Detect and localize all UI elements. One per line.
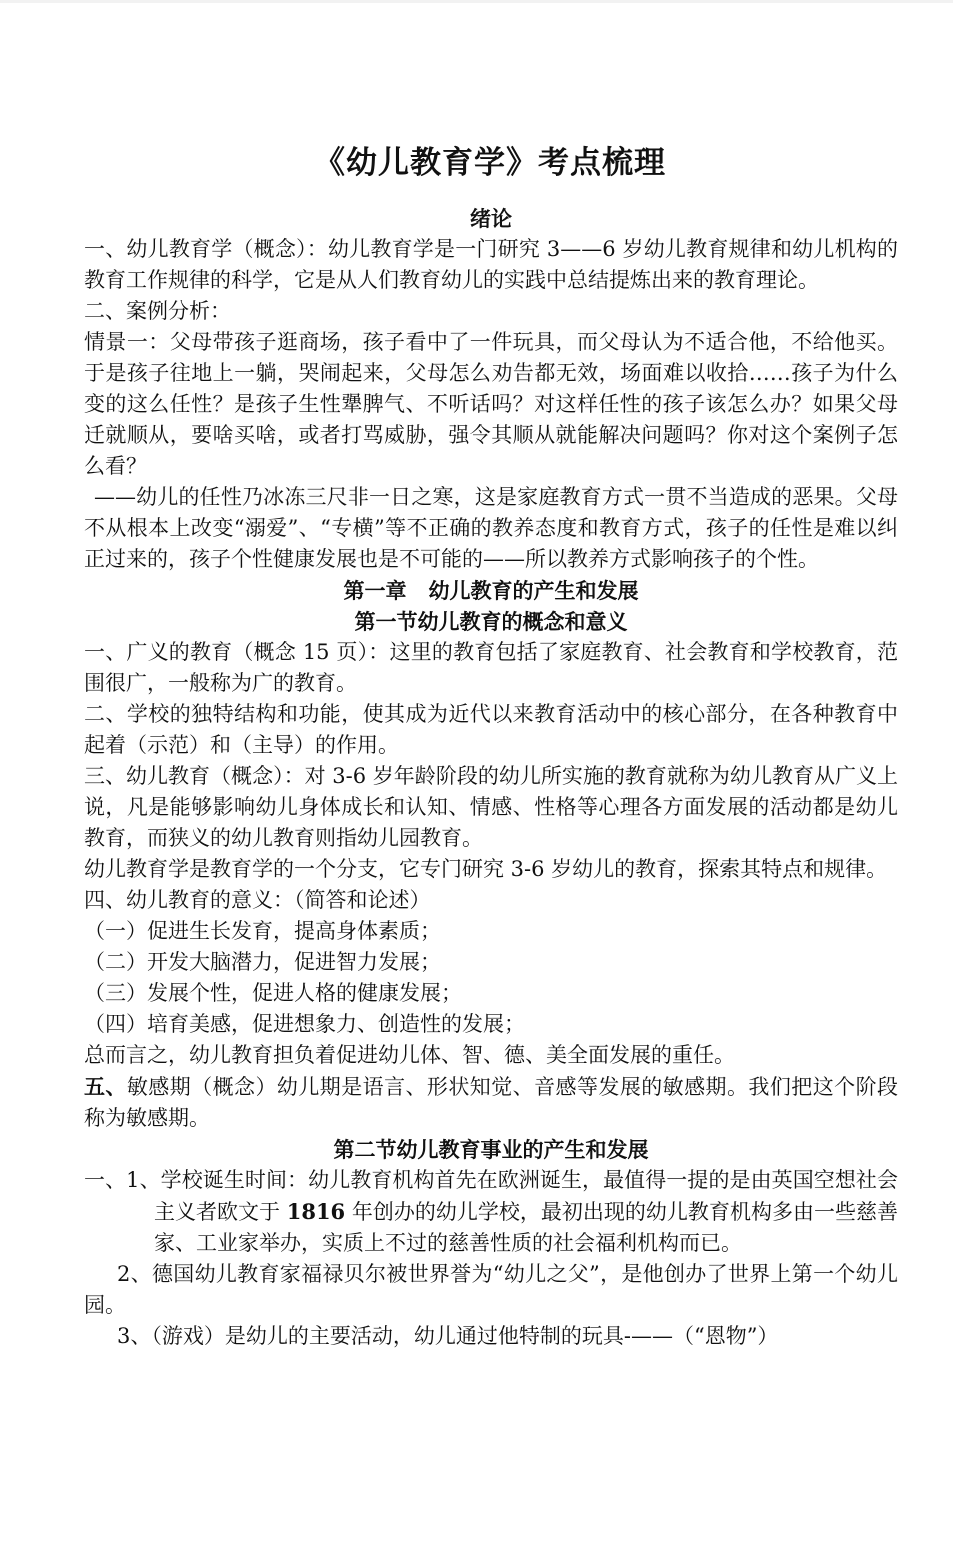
- intro-heading: 绪论: [470, 206, 512, 231]
- intro-paragraph-2: 二、案例分析：: [84, 299, 231, 323]
- document-body: [84, 203, 898, 1352]
- section-1-paragraph-2: 二、学校的独特结构和功能，使其成为近代以来教育活动中的核心部分，在各种教育中起着（示范）和（主导）的作用。: [84, 702, 898, 757]
- section-1-paragraph-1: 一、广义的教育（概念 15 页）：这里的教育包括了家庭教育、社会教育和学校教育，范围很广，一般称为广的教育。: [84, 640, 898, 695]
- item-five-label: 五、: [84, 1074, 127, 1099]
- section-1-paragraph-6: 总而言之，幼儿教育担负着促进幼儿体、智、德、美全面发展的重任。: [84, 1043, 735, 1067]
- section-2-p1-end: 年创办的幼儿学校，最初出现的幼儿教育机构多由一些慈善家、工业家举办，实质上不过的慈善性质的社会福利机构而已。: [154, 1200, 898, 1255]
- intro-paragraph-3: 情景一：父母带孩子逛商场，孩子看中了一件玩具，而父母认为不适合他，不给他买。于是孩子往地上一躺，哭闹起来，父母怎么劝告都无效，场面难以收拾……孩子为什么变的这么任性？是孩子生性犟脾气、不听话吗？对这样任性的孩子该怎么办？如果父母迁就顺从，要啥买啥，或者打骂威胁，强令其顺从就能解决问题吗？你对这个案例子怎么看？: [84, 330, 898, 478]
- section-2-paragraph-2: 2、德国幼儿教育家福禄贝尔被世界誉为“幼儿之父”，是他创办了世界上第一个幼儿园。: [84, 1262, 898, 1317]
- significance-list-item: （四）培育美感，促进想象力、创造性的发展；: [84, 1012, 525, 1036]
- item-five-text: 敏感期（概念）幼儿期是语言、形状知觉、音感等发展的敏感期。我们把这个阶段称为敏感期。: [84, 1075, 899, 1130]
- section-1-paragraph-3: 三、幼儿教育（概念）：对 3-6 岁年龄阶段的幼儿所实施的教育就称为幼儿教育从广义上说，凡是能够影响幼儿身体成长和认知、情感、性格等心理各方面发展的活动都是幼儿教育，而狭义的幼儿教育则指幼儿园教育。: [84, 764, 898, 850]
- chapter-1-heading: 第一章 幼儿教育的产生和发展: [343, 578, 639, 603]
- section-2-p1-start: 一、1、学校诞生时间：幼儿教育机构首先在欧洲诞生，最值得一提的是由英国空想社会主义者欧文于: [84, 1168, 898, 1224]
- significance-list-item: （三）发展个性，促进人格的健康发展；: [84, 981, 462, 1005]
- section-2-heading: 第二节幼儿教育事业的产生和发展: [333, 1137, 649, 1162]
- document-title: 《幼儿教育学》考点梳理: [314, 144, 666, 181]
- section-1-heading: 第一节幼儿教育的概念和意义: [354, 609, 628, 634]
- significance-list-item: （一）促进生长发育，提高身体素质；: [84, 919, 441, 943]
- intro-paragraph-1: 一、幼儿教育学（概念）：幼儿教育学是一门研究 3——6 岁幼儿教育规律和幼儿机构的教育工作规律的科学，它是从人们教育幼儿的实践中总结提炼出来的教育理论。: [84, 237, 898, 292]
- section-1-paragraph-5: 四、幼儿教育的意义：（简答和论述）: [84, 888, 431, 912]
- section-2-paragraph-3: 3、（游戏）是幼儿的主要活动，幼儿通过他特制的玩具-——（“恩物”）: [117, 1324, 779, 1348]
- intro-paragraph-4: ——幼儿的任性乃冰冻三尺非一日之寒，这是家庭教育方式一贯不当造成的恶果。父母不从根本上改变“溺爱”、“专横”等不正确的教养态度和教育方式，孩子的任性是难以纠正过来的，孩子个性健康发展也是不可能的——所以教养方式影响孩子的个性。: [84, 485, 898, 571]
- section-2-paragraph-1: [84, 1165, 898, 1259]
- section-1-paragraph-4: 幼儿教育学是教育学的一个分支，它专门研究 3-6 岁幼儿的教育，探索其特点和规律。: [84, 857, 888, 881]
- year-1816: 1816: [286, 1199, 346, 1224]
- section-1-paragraph-7: [84, 1071, 898, 1134]
- top-edge: [0, 0, 953, 3]
- significance-list-item: （二）开发大脑潜力，促进智力发展；: [84, 950, 441, 974]
